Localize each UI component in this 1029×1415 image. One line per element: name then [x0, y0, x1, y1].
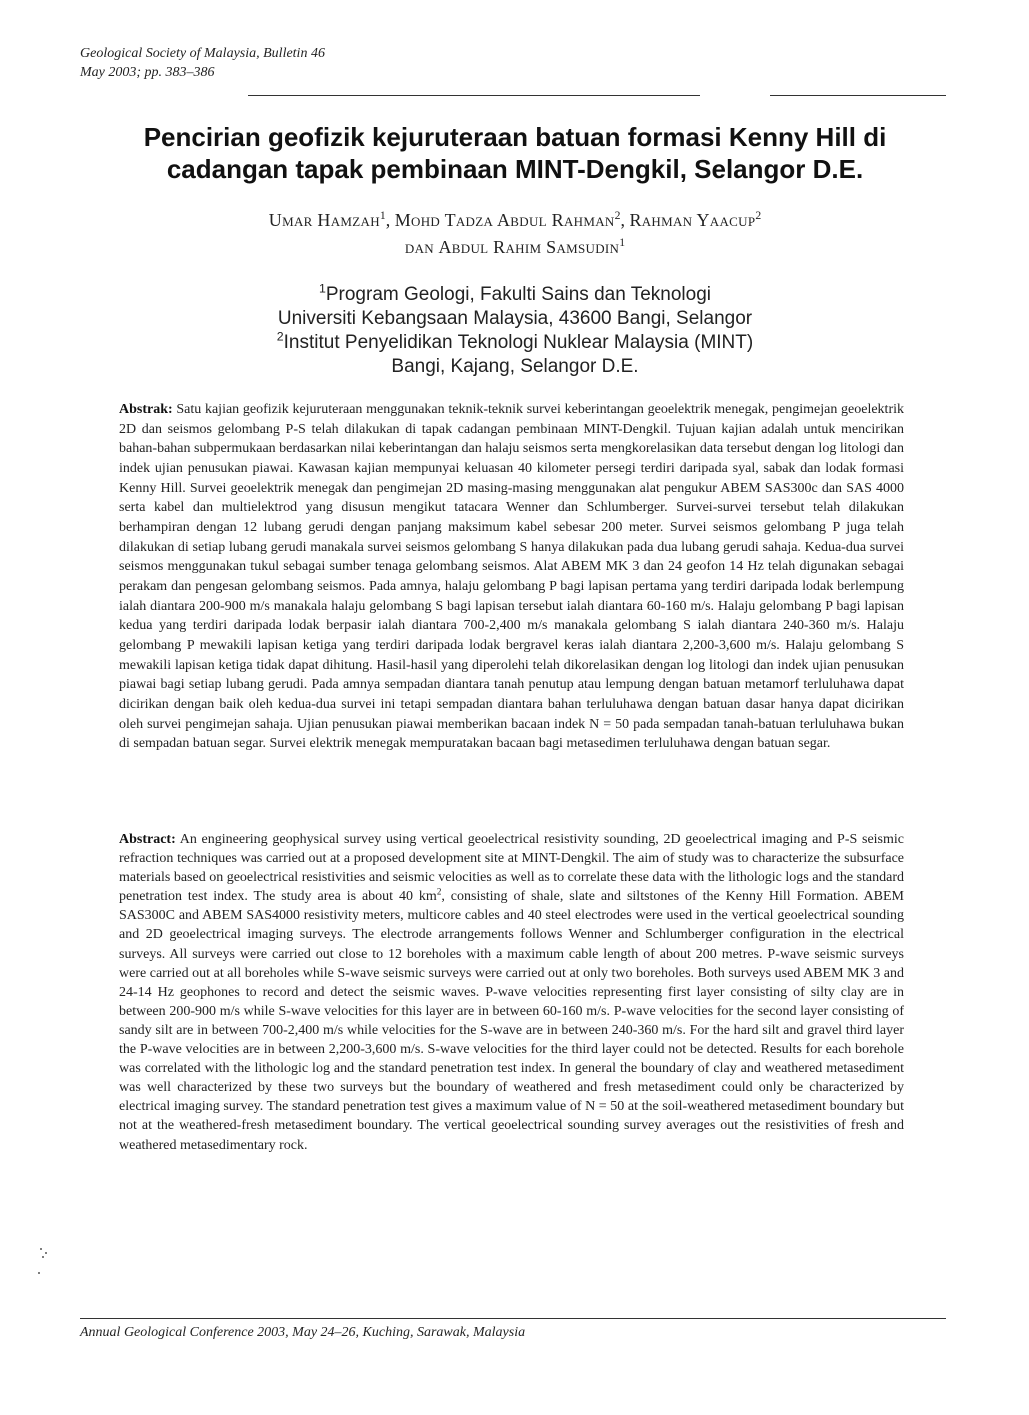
author-affiliation-mark: 1	[379, 209, 386, 222]
footer-rule	[80, 1318, 946, 1319]
title-line-2: cadangan tapak pembinaan MINT-Dengkil, Selangor D.E.	[166, 154, 864, 184]
abstract-text: An engineering geophysical survey using vertical geoelectrical resistivity sounding, 2D geoelectrical imaging and P-S seismic refraction techniques was carried out at a proposed development site at MINT-Dengkil. The aim of study was to characterize the subsurface materials based on geoelectrical resistivities and seismic velocities as well as to correlate these data with the lithologic logs and the standard penetration test index. The study area is about 40 km	[119, 832, 904, 905]
affiliations	[100, 283, 930, 379]
scan-speckle	[36, 1246, 52, 1276]
author-name: Umar Hamzah	[268, 210, 380, 230]
author-name: Abdul Rahim Samsudin	[438, 237, 620, 257]
abstract-english	[119, 830, 904, 1155]
affiliation-line: Institut Penyelidikan Teknologi Nuklear Malaysia (MINT)	[283, 332, 754, 353]
affiliation-2	[100, 331, 930, 379]
affiliation-line: Universiti Kebangsaan Malaysia, 43600 Bangi, Selangor	[277, 308, 753, 329]
abstract-label: Abstract:	[119, 832, 176, 847]
author-name: Mohd Tadza Abdul Rahman	[394, 210, 615, 230]
affiliation-mark: 2	[276, 329, 284, 344]
affiliation-1	[100, 283, 930, 331]
abstract-text-continued: , consisting of shale, slate and siltstones of the Kenny Hill Formation. ABEM SAS300C and ABEM SAS4000 resistivity meters, multicore cables and 40 steel electrodes were used in the vertical geoelectrical sounding and 2D geoelectrical imaging surveys. The electrode arrangements follows Wenner and Schlumberger configuration in the electrical surveys. All surveys were carried out close to 12 boreholes with a maximum cable length of about 200 metres. P-wave seismic surveys were carried out at all boreholes while S-wave seismic surveys were carried out at only two boreholes. Both surveys used ABEM MK 3 and 24-14 Hz geophones to record and detect the seismic waves. P-wave velocities representing first layer consisting of silty clay are in between 200-900 m/s while S-wave velocities for this layer are in between 60-160 m/s. P-wave velocities for the second layer consisting of sandy silt are in between 700-2,400 m/s while velocities for the S-wave are in between 240-360 m/s. For the hard silt and gravel third layer the P-wave velocities are in between 2,200-3,600 m/s. S-wave velocities for the third layer could not be detected. Results for each borehole was correlated with the lithologic log and the standard penetration test index. In general the boundary of clay and weathered metasediment was well characterized by these two surveys but the boundary of weathered and fresh metasediment could only be characterized by electrical imaging survey. The standard penetration test gives a maximum value of N = 50 at the soil-weathered metasediment boundary but not at the weathered-fresh metasediment boundary. The vertical geoelectrical sounding survey averages out the resistivities of fresh and weathered metasedimentary rock.	[119, 889, 904, 1153]
author-name: Rahman Yaacup	[629, 210, 756, 230]
author-affiliation-mark: 2	[614, 209, 621, 222]
journal-citation: Geological Society of Malaysia, Bulletin 46	[80, 46, 325, 61]
conference-footer: Annual Geological Conference 2003, May 24–26, Kuching, Sarawak, Malaysia	[80, 1325, 526, 1340]
affiliation-line: Bangi, Kajang, Selangor D.E.	[391, 356, 639, 377]
author-affiliation-mark: 2	[755, 209, 762, 222]
superscript: 2	[436, 886, 442, 897]
author-affiliation-mark: 1	[619, 236, 626, 249]
title-line-1: Pencirian geofizik kejuruteraan batuan formasi Kenny Hill di	[143, 122, 887, 152]
author-list: Umar Hamzah$^1$, Mohd Tadza Abdul Rahman$^2$, Rahman Yaacup$^2$ dan Abdul Rahim Samsudin$^1$	[268, 209, 762, 257]
issue-pages: May 2003; pp. 383–386	[80, 65, 215, 80]
affiliation-line: Program Geologi, Fakulti Sains dan Teknologi	[325, 284, 711, 305]
abstract-text: Satu kajian geofizik kejuruteraan menggunakan teknik-teknik survei keberintangan geoelektrik menegak, pengimejan geoelektrik 2D dan seismos gelombang P-S telah dilakukan di tapak cadangan pembinaan MINT-Dengkil. Tujuan kajian adalah untuk mencirikan bahan-bahan subpermukaan berdasarkan nilai keberintangan dan halaju seismos serta mengkorelasikan data tersebut dengan log litologi dan indek ujian penusukan piawai. Kawasan kajian mempunyai keluasan 40 kilometer persegi terdiri daripada syal, sabak dan lodak formasi Kenny Hill. Survei geoelektrik menegak dan pengimejan 2D masing-masing menggunakan alat pengukur ABEM SAS300c dan SAS 4000 serta kabel dan multielektrod yang disusun mengikut tatacara Wenner dan Schlumberger. Survei-survei tersebut telah dilakukan berhampiran dengan 12 lubang gerudi dengan panjang maksimum kabel sebesar 200 meter. Survei seismos gelombang P juga telah dilakukan di setiap lubang gerudi manakala survei seismos gelombang S hanya dilakukan pada dua lubang gerudi sahaja. Kedua-dua survei seismos menggunakan tukul sebagai sumber tenaga gelombang seismos. Alat ABEM MK 3 dan 24 geofon 14 Hz telah digunakan sebagai perakam dan pengesan gelombang seismos. Pada amnya, halaju gelombang P bagi lapisan pertama yang terdiri daripada lodak berlempung ialah diantara 200-900 m/s manakala halaju gelombang S bagi lapisan tersebut ialah diantara 60-160 m/s. Halaju gelombang P bagi lapisan kedua yang terdiri daripada lodak berpasir ialah diantara 700-2,400 m/s manakala gelombang S ialah diantara 240-360 m/s. Halaju gelombang P mewakili lapisan ketiga yang terdiri daripada lodak bergravel keras ialah diantara 2,200-3,600 m/s. Halaju gelombang S mewakili lapisan ketiga tidak dapat dihitung. Hasil-hasil yang diperolehi telah dikorelasikan dengan log litologi dan indek ujian penusukan piawai bagi setiap lubang gerudi. Pada amnya sempadan diantara tanah penutup atau lempung dengan batuan metamorf terluluhawa dapat dicirikan dengan baik oleh kedua-dua survei ini tetapi sempadan diantara bahan terluluhawa dengan batuan dasar hanya dapat dicirikan oleh survei pengimejan sahaja. Ujian penusukan piawai memberikan bacaan indek N = 50 pada sempadan tanah-batuan terluluhawa bukan di sempadan batuan segar. Survei elektrik menegak mempuratakan bacaan bagi metasedimen terluluhawa dengan batuan segar.	[119, 402, 904, 752]
abstract-malay	[119, 400, 904, 754]
header-rule	[248, 95, 700, 96]
abstract-label: Abstrak:	[119, 402, 173, 417]
header-rule-right	[770, 95, 946, 96]
affiliation-mark: 1	[318, 281, 326, 296]
journal-header	[80, 44, 325, 82]
paper-title	[100, 121, 930, 185]
author-conjunction: dan	[404, 237, 434, 257]
